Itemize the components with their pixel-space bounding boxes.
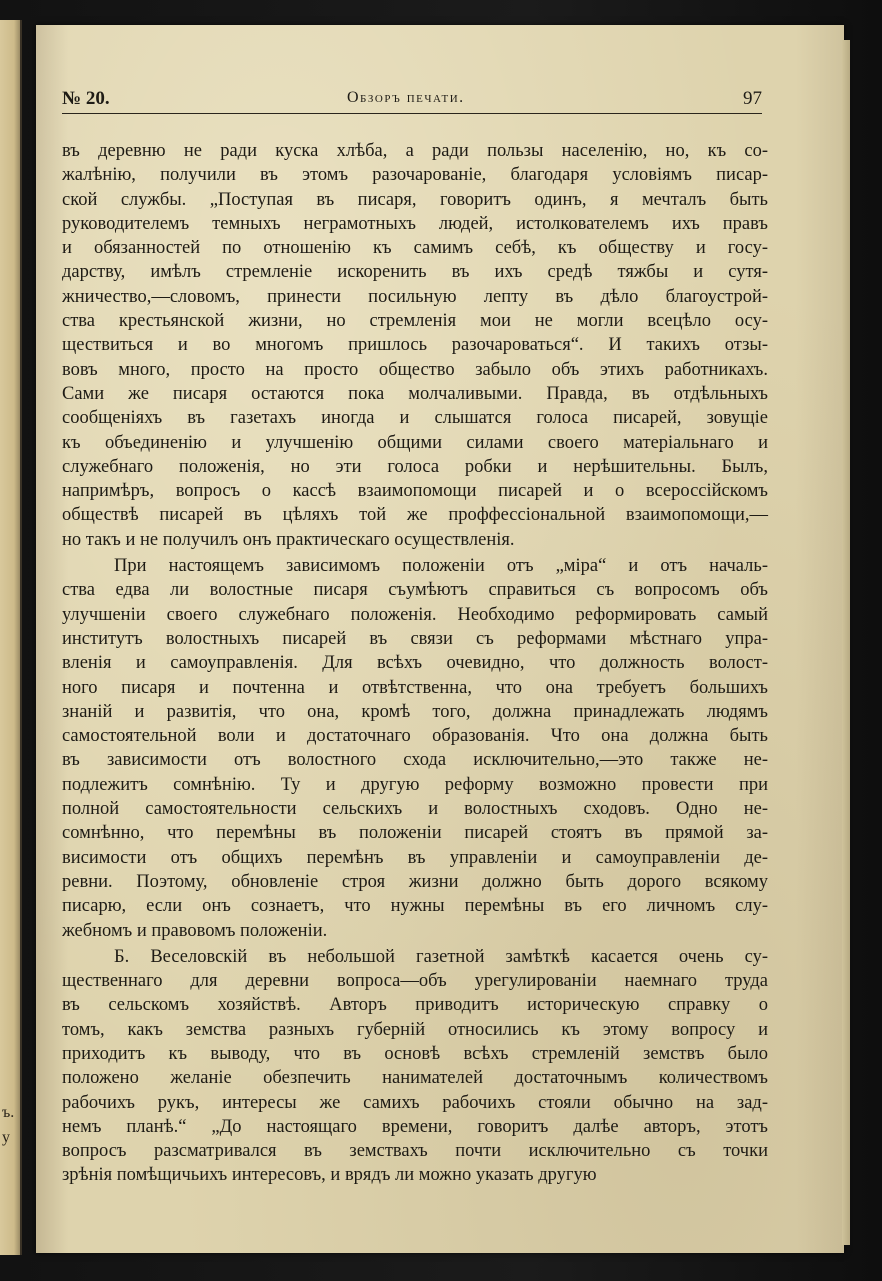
text-line: обществѣ писарей въ цѣляхъ той же проффессіональной взаимопомощи,—: [62, 505, 768, 526]
text-line: полной самостоятельности сельскихъ и волостныхъ сходовъ. Одно не-: [62, 799, 768, 820]
text-line: Б. Веселовскій въ небольшой газетной замѣткѣ касается очень су-: [114, 946, 768, 967]
text-line: томъ, какъ земства разныхъ губерній относились къ этому вопросу и: [62, 1019, 768, 1040]
text-line: въ деревню не ради куска хлѣба, а ради пользы населенію, но, къ со-: [62, 141, 768, 161]
article-body: [62, 139, 768, 1188]
issue-number: № 20.: [62, 88, 110, 109]
text-line: вленія и самоуправленія. Для всѣхъ очевидно, что должность волост-: [62, 653, 768, 674]
page-edge: [842, 40, 850, 1245]
text-line: и обязанностей по отношенію къ самимъ себѣ, къ обществу и госу-: [62, 238, 768, 259]
paragraph: [62, 945, 768, 1188]
text-line: немъ планѣ.“ „До настоящаго времени, говоритъ далѣе авторъ, этотъ: [62, 1116, 768, 1137]
text-line: знаній и развитія, что она, кромѣ того, должна принадлежать людямъ: [62, 701, 768, 722]
text-line: жебномъ и правовомъ положеніи.: [62, 920, 328, 941]
text-line: ской службы. „Поступая въ писаря, говоритъ одинъ, я мечталъ быть: [62, 189, 768, 210]
text-line: ства крестьянской жизни, но стремленія мои не могли всецѣло осу-: [62, 311, 768, 332]
page-number: 97: [743, 88, 762, 109]
text-line: самостоятельной воли и достаточнаго образованія. Что она должна быть: [62, 726, 768, 747]
text-line: ного писаря и почтенна и отвѣтственна, что она требуетъ большихъ: [62, 677, 768, 698]
text-line: въ зависимости отъ волостного схода исключительно,—это также не-: [62, 750, 768, 771]
text-line: приходитъ къ выводу, что въ основѣ всѣхъ стремленій земствъ было: [62, 1043, 768, 1064]
text-line: подлежитъ сомнѣнію. Ту и другую реформу возможно провести при: [62, 774, 768, 795]
text-line: напримѣръ, вопросъ о кассѣ взаимопомощи писарей и о всероссійскомъ: [62, 481, 768, 502]
margin-fragment: у: [2, 1129, 10, 1146]
text-line: ства едва ли волостные писаря съумѣютъ справиться съ вопросомъ объ: [62, 580, 768, 601]
text-line: жничество,—словомъ, принести посильную лепту въ дѣло благоустрой-: [62, 286, 768, 307]
paragraph: [62, 554, 768, 943]
text-line: зрѣнія помѣщичьихъ интересовъ, и врядъ ли можно указать другую: [62, 1165, 597, 1186]
header-rule: [62, 113, 762, 114]
text-line: сомнѣнно, что перемѣны въ положеніи писарей стоятъ въ прямой за-: [62, 823, 768, 844]
facing-page-edge: [0, 20, 22, 1255]
text-line: вовъ много, просто на просто общество забыло объ этихъ работникахъ.: [62, 359, 768, 380]
text-line: щественнаго для деревни вопроса—объ урегулированіи наемнаго труда: [62, 971, 768, 992]
text-line: Сами же писаря остаются пока молчаливыми. Правда, въ отдѣльныхъ: [62, 383, 768, 404]
text-line: При настоящемъ зависимомъ положеніи отъ „міра“ и отъ началь-: [114, 556, 768, 577]
text-line: ревни. Поэтому, обновленіе строя жизни должно быть дорого всякому: [62, 871, 768, 892]
text-line: къ объединенію и улучшенію общими силами своего матеріальнаго и: [62, 432, 768, 453]
text-line: дарству, имѣлъ стремленіе искоренить въ ихъ средѣ тяжбы и сутя-: [62, 262, 768, 283]
text-line: институтъ волостныхъ писарей въ связи съ реформами мѣстнаго упра-: [62, 628, 768, 649]
text-line: висимости отъ общихъ перемѣнъ въ управленіи и самоуправленіи де-: [62, 847, 768, 868]
text-line: положено желаніе обезпечить нанимателей достаточнымъ количествомъ: [62, 1068, 768, 1089]
text-line: ществиться и во многомъ пришлось разочароваться“. И такихъ отзы-: [62, 335, 768, 356]
text-line: служебнаго положенія, но эти голоса робки и нерѣшительны. Былъ,: [62, 456, 768, 477]
text-line: улучшеніи своего служебнаго положенія. Необходимо реформировать самый: [62, 604, 768, 625]
text-line: въ сельскомъ хозяйствѣ. Авторъ приводитъ историческую справку о: [62, 995, 768, 1016]
text-line: жалѣнію, получили въ этомъ разочарованіе, благодаря условіямъ писар-: [62, 165, 768, 186]
text-line: руководителемъ темныхъ неграмотныхъ людей, истолкователемъ ихъ правъ: [62, 213, 768, 234]
text-line: но такъ и не получилъ онъ практическаго осуществленія.: [62, 529, 515, 550]
section-title: Обзоръ печати.: [347, 89, 465, 106]
text-line: вопросъ разсматривался въ земствахъ почти исключительно съ точки: [62, 1141, 768, 1162]
text-line: писарю, если онъ сознаетъ, что нужны перемѣны въ его личномъ слу-: [62, 896, 768, 917]
running-header: [62, 88, 762, 114]
text-line: рабочихъ рукъ, интересы же самихъ рабочихъ стояли обычно на зад-: [62, 1092, 768, 1113]
margin-fragment: ъ.: [2, 1104, 15, 1121]
paragraph: [62, 139, 768, 552]
text-line: сообщеніяхъ въ газетахъ иногда и слышатся голоса писарей, зовущіе: [62, 408, 768, 429]
